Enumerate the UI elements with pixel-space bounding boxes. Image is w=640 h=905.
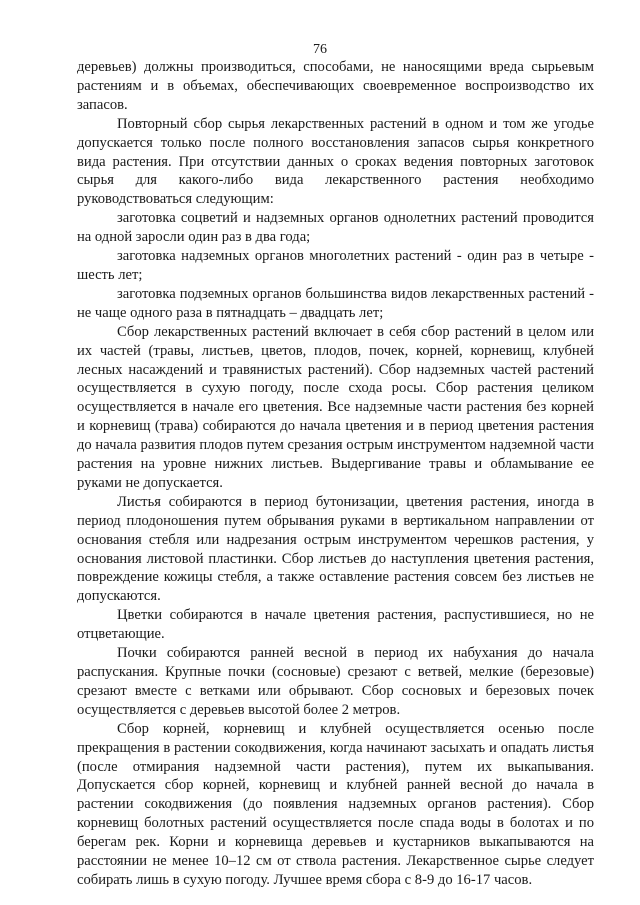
- list-item-perennial: заготовка надземных органов многолетних растений - один раз в четыре - шесть лет;: [77, 248, 594, 283]
- paragraph-buds: Почки собираются ранней весной в период их набухания до начала распускания. Крупные почки (сосновые) срезают с ветвей, мелкие (березовые) срезают вместе с ветками или обрывают. Сбор сосновых и березовых почек осуществляется с деревьев высотой более 2 метров.: [77, 645, 594, 718]
- paragraph-continuation: деревьев) должны производиться, способами, не наносящими вреда сырьевым растениям и в объемах, обеспечивающих своевременное воспроизводство их запасов.: [77, 59, 594, 113]
- paragraph-roots: Сбор корней, корневищ и клубней осуществляется осенью после прекращения в растении сокодвижения, когда начинают засыхать и опадать листья (после отмирания надземной части растения), путем их выкапывания. Допускается сбор корней, корневищ и клубней ранней весной до начала в растении сокодвижения (до появления надземных органов растения). Сбор корневищ болотных растений осуществляется после спада воды в болотах и по берегам рек. Корни и корневища деревьев и кустарников выкапываются на расстоянии не менее 10–12 см от ствола растения. Лекарственное сырье следует собирать лишь в сухую погоду. Лучшее время сбора с 8-9 до 16-17 часов.: [77, 720, 594, 888]
- paragraph-flowers: Цветки собираются в начале цветения растения, распустившиеся, но не отцветающие.: [77, 607, 594, 643]
- page-number: 76: [313, 42, 327, 57]
- paragraph-collection-general: Сбор лекарственных растений включает в себя сбор растений в целом или их частей (травы, листьев, цветов, плодов, почек, корней, корневищ, клубней лесных насаждений и травянистых растений). Сбор надземных частей растений осуществляется в сухую погоду, после схода росы. Сбор растения целиком осуществляется в начале его цветения. Все надземные части растения без корней и корневищ (трава) собираются до начала цветения и в период цветения растения до начала развития плодов путем срезания острым инструментом надземной части растения на уровне нижних листьев. Выдергивание травы и обламывание ее руками не допускается.: [77, 323, 594, 491]
- document-body: [77, 58, 594, 890]
- paragraph-repeat-harvest: Повторный сбор сырья лекарственных растений в одном и том же угодье допускается только после полного восстановления запасов сырья конкретного вида растения. При отсутствии данных о сроках ведения повторных заготовок сырья для какого-либо вида лекарственного растения необходимо руководствоваться следующим:: [77, 115, 594, 208]
- paragraph-leaves: Листья собираются в период бутонизации, цветения растения, иногда в период плодоношения путем обрывания руками в вертикальном направлении от основания стебля или надрезания острым инструментом черешков растения, у основания листовой пластинки. Сбор листьев до наступления цветения растения, повреждение кожицы стебля, а также оставление растения совсем без листьев не допускаются.: [77, 493, 594, 605]
- list-item-underground: заготовка подземных органов большинства видов лекарственных растений - не чаще одного раза в пятнадцать – двадцать лет;: [77, 285, 594, 321]
- list-item-inflorescences: заготовка соцветий и надземных органов однолетних растений проводится на одной заросли один раз в два года;: [77, 210, 594, 246]
